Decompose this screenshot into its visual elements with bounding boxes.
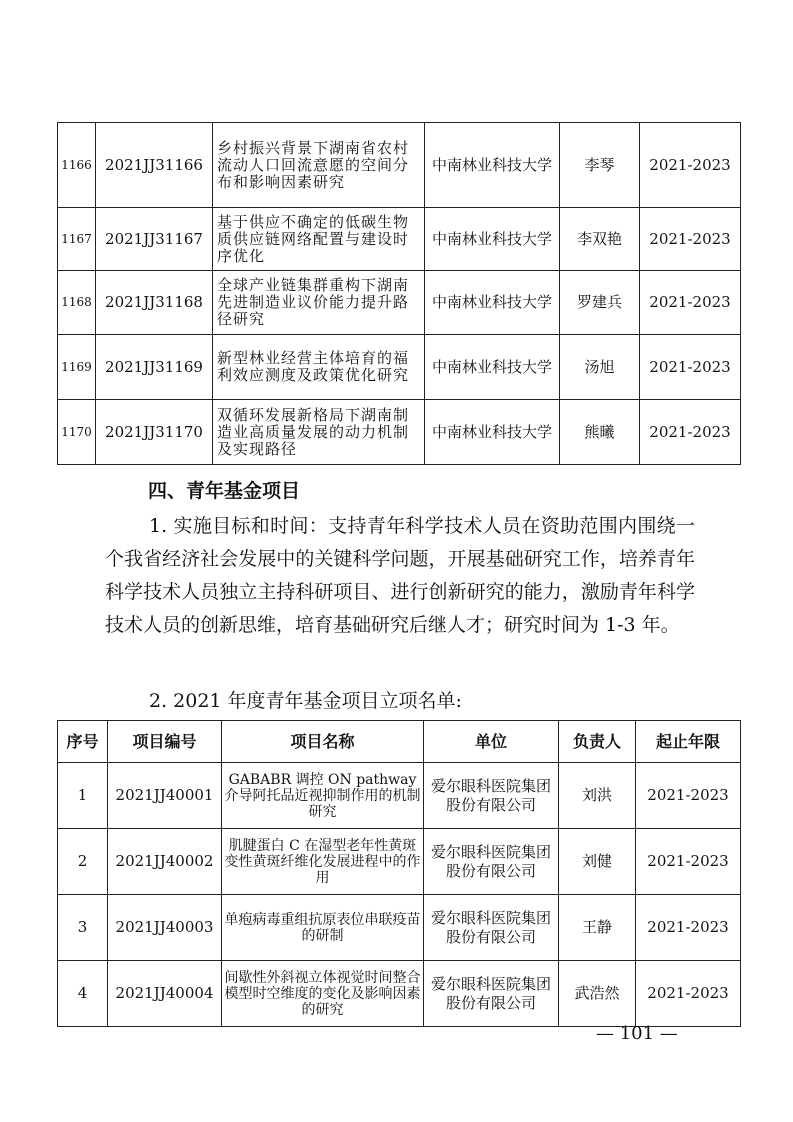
table-row [58,829,741,895]
project-leader: 罗建兵 [560,271,640,335]
row-index: 4 [58,961,108,1027]
project-period: 2021-2023 [636,895,741,961]
project-unit: 爱尔眼科医院集团股份有限公司 [424,829,559,895]
project-unit: 爱尔眼科医院集团股份有限公司 [424,961,559,1027]
project-name: 间歇性外斜视立体视觉时间整合模型时空维度的变化及影响因素的研究 [222,961,424,1027]
project-code: 2021JJ31168 [96,271,213,335]
project-period: 2021-2023 [640,271,741,335]
project-period: 2021-2023 [636,961,741,1027]
header-unit: 单位 [424,721,559,763]
table-row [58,763,741,829]
project-name: GABABR 调控 ON pathway 介导阿托品近视抑制作用的机制研究 [222,763,424,829]
project-name: 基于供应不确定的低碳生物质供应链网络配置与建设时序优化 [213,208,425,271]
table-header-row [58,721,741,763]
project-unit: 中南林业科技大学 [425,208,560,271]
project-code: 2021JJ31170 [96,400,213,465]
row-index: 1170 [58,400,96,465]
list-intro-paragraph: 2. 2021 年度青年基金项目立项名单: [149,690,462,712]
project-period: 2021-2023 [640,123,741,208]
row-index: 1169 [58,335,96,400]
body-paragraph: 1. 实施目标和时间：支持青年科学技术人员在资助范围内围绕一个我省经济社会发展中的关键科学问题，开展基础研究工作，培养青年科学技术人员独立主持科研项目、进行创新研究的能力，激励青年科学技术人员的创新思维，培育基础研究后继人才；研究时间为 1-3 年。 [105,515,695,636]
project-period: 2021-2023 [636,829,741,895]
project-period: 2021-2023 [636,763,741,829]
table-row [58,400,741,465]
row-index: 1167 [58,208,96,271]
project-name: 乡村振兴背景下湖南省农村流动人口回流意愿的空间分布和影响因素研究 [213,123,425,208]
row-index: 1168 [58,271,96,335]
project-unit: 中南林业科技大学 [425,400,560,465]
project-code: 2021JJ31169 [96,335,213,400]
row-index: 1166 [58,123,96,208]
header-code: 项目编号 [108,721,222,763]
project-code: 2021JJ31166 [96,123,213,208]
project-leader: 刘洪 [559,763,636,829]
project-unit: 中南林业科技大学 [425,335,560,400]
section-heading: 四、青年基金项目 [148,480,301,502]
project-period: 2021-2023 [640,208,741,271]
project-leader: 汤旭 [560,335,640,400]
project-code: 2021JJ31167 [96,208,213,271]
header-name: 项目名称 [222,721,424,763]
project-leader: 李琴 [560,123,640,208]
funded-projects-table-continued [57,122,741,465]
table-row [58,961,741,1027]
row-index: 3 [58,895,108,961]
project-leader: 刘健 [559,829,636,895]
project-leader: 熊曦 [560,400,640,465]
row-index: 1 [58,763,108,829]
project-unit: 中南林业科技大学 [425,123,560,208]
project-name: 单疱病毒重组抗原表位串联疫苗的研制 [222,895,424,961]
project-leader: 王静 [559,895,636,961]
table-row [58,123,741,208]
youth-fund-projects-table [57,720,741,1027]
project-unit: 中南林业科技大学 [425,271,560,335]
project-code: 2021JJ40002 [108,829,222,895]
header-index: 序号 [58,721,108,763]
project-code: 2021JJ40001 [108,763,222,829]
page-number: — 101 — [596,1023,678,1044]
project-name: 肌腱蛋白 C 在湿型老年性黄斑变性黄斑纤维化发展进程中的作用 [222,829,424,895]
project-name: 双循环发展新格局下湖南制造业高质量发展的动力机制及实现路径 [213,400,425,465]
project-unit: 爱尔眼科医院集团股份有限公司 [424,763,559,829]
table-row [58,271,741,335]
header-period: 起止年限 [636,721,741,763]
project-code: 2021JJ40004 [108,961,222,1027]
table-row [58,335,741,400]
header-leader: 负责人 [559,721,636,763]
project-name: 全球产业链集群重构下湖南先进制造业议价能力提升路径研究 [213,271,425,335]
project-leader: 李双艳 [560,208,640,271]
project-name: 新型林业经营主体培育的福利效应测度及政策优化研究 [213,335,425,400]
project-code: 2021JJ40003 [108,895,222,961]
project-unit: 爱尔眼科医院集团股份有限公司 [424,895,559,961]
row-index: 2 [58,829,108,895]
table-row [58,208,741,271]
project-leader: 武浩然 [559,961,636,1027]
table-row [58,895,741,961]
project-period: 2021-2023 [640,400,741,465]
project-period: 2021-2023 [640,335,741,400]
